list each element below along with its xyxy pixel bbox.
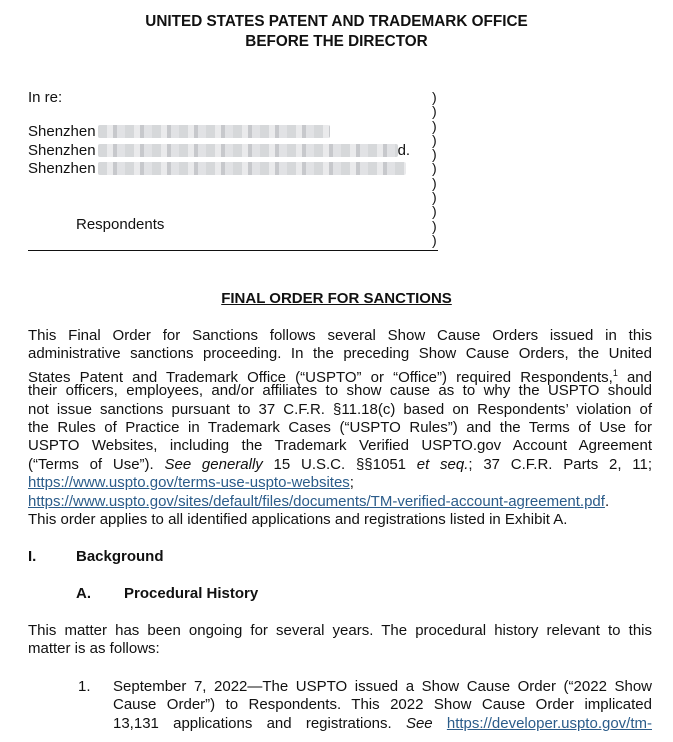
- redacted-text: [98, 162, 406, 175]
- respondent-1: [28, 123, 330, 141]
- signal-see-generally: See generally: [164, 455, 263, 473]
- text-line: This Final Order for Sanctions follows several Show Cause Orders issued in this: [28, 327, 652, 344]
- header-line-2: BEFORE THE DIRECTOR: [245, 33, 428, 50]
- respondent-1-name: Shenzhen: [28, 123, 96, 140]
- paren: ): [432, 174, 437, 191]
- text-segment: ; 37 C.F.R. Parts 2, 11;: [468, 455, 653, 473]
- text-line: not issue sanctions pursuant to 37 C.F.R. §11.18(c) based on Respondents’ violation of: [28, 400, 652, 418]
- text-segment: (“Terms of Use”).: [28, 455, 165, 473]
- text-line: USPTO Websites, including the Trademark Verified USPTO.gov Account Agreement: [28, 437, 652, 455]
- text-line: [28, 364, 652, 386]
- text-segment: 15 U.S.C. §§1051: [262, 455, 417, 473]
- section-heading-background: Background: [76, 548, 164, 565]
- text-line: Cause Order”) to Respondents. This 2022 Show Cause Order implicated: [113, 696, 652, 714]
- text-segment: .: [604, 492, 610, 510]
- respondents-label: Respondents: [76, 216, 165, 233]
- intro-paragraph: [28, 327, 652, 529]
- subsection-heading-procedural-history: Procedural History: [124, 585, 259, 602]
- page-title: FINAL ORDER FOR SANCTIONS: [221, 290, 452, 307]
- redacted-text: [98, 144, 398, 157]
- redacted-text: [98, 125, 330, 138]
- respondent-3-name: Shenzhen: [28, 160, 96, 177]
- paren: ): [432, 146, 437, 163]
- text-line: the Rules of Practice in Trademark Cases (“USPTO Rules”) and the Terms of Use for: [28, 418, 652, 436]
- section-number: I.: [28, 548, 37, 565]
- text-line: [113, 715, 652, 733]
- text-segment: States Patent and Trademark Office (“USPTO” or “Office”) required Respondents,: [28, 368, 613, 386]
- terms-of-use-link[interactable]: https://www.uspto.gov/terms-use-uspto-websites: [28, 474, 350, 492]
- caption-divider: [28, 250, 438, 251]
- respondent-2-name: Shenzhen: [28, 142, 96, 159]
- paren: ): [432, 117, 437, 134]
- developer-uspto-link[interactable]: https://developer.uspto.gov/tm-: [446, 714, 652, 732]
- subsection-number: A.: [76, 585, 91, 602]
- text-segment: ;: [349, 474, 354, 492]
- list-item-number: 1.: [78, 678, 91, 695]
- paren: ): [432, 189, 437, 206]
- text-segment: and: [617, 368, 652, 386]
- paren: ): [432, 103, 437, 120]
- respondent-2: [28, 142, 410, 160]
- paren: ): [432, 217, 437, 234]
- text-line: administrative sanctions proceeding. In the preceding Show Cause Orders, the United: [28, 345, 652, 363]
- paren: ): [432, 131, 437, 148]
- respondent-2-suffix: d.: [397, 142, 411, 159]
- text-line: This matter has been ongoing for several years. The procedural history relevant to this: [28, 622, 652, 639]
- paren: ): [432, 203, 437, 220]
- footnote-ref[interactable]: 1: [612, 367, 618, 378]
- in-re-label: In re:: [28, 89, 63, 106]
- text-line: their officers, employees, and/or affiliates to show cause as to why the USPTO should: [28, 382, 652, 400]
- list-item: [113, 678, 652, 733]
- text-line: matter is as follows:: [28, 640, 160, 658]
- signal-see: See: [405, 714, 433, 732]
- account-agreement-link[interactable]: https://www.uspto.gov/sites/default/files/documents/TM-verified-account-agreement.pdf: [28, 492, 605, 510]
- text-line: [28, 456, 652, 474]
- text-line: September 7, 2022—The USPTO issued a Show Cause Order (“2022 Show: [113, 678, 652, 695]
- signal-et-seq: et seq.: [416, 455, 469, 473]
- paren: ): [432, 231, 437, 248]
- history-paragraph: [28, 622, 652, 659]
- text-line: [28, 493, 652, 511]
- respondent-3: [28, 160, 406, 178]
- caption-parentheses: [432, 90, 444, 247]
- paren: ): [432, 160, 437, 177]
- header-line-1: UNITED STATES PATENT AND TRADEMARK OFFICE: [145, 13, 528, 30]
- text-line: [28, 474, 652, 492]
- text-line: This order applies to all identified applications and registrations listed in Exhibit A.: [28, 510, 568, 528]
- paren: ): [432, 89, 437, 105]
- text-segment: 13,131 applications and registrations.: [113, 714, 406, 732]
